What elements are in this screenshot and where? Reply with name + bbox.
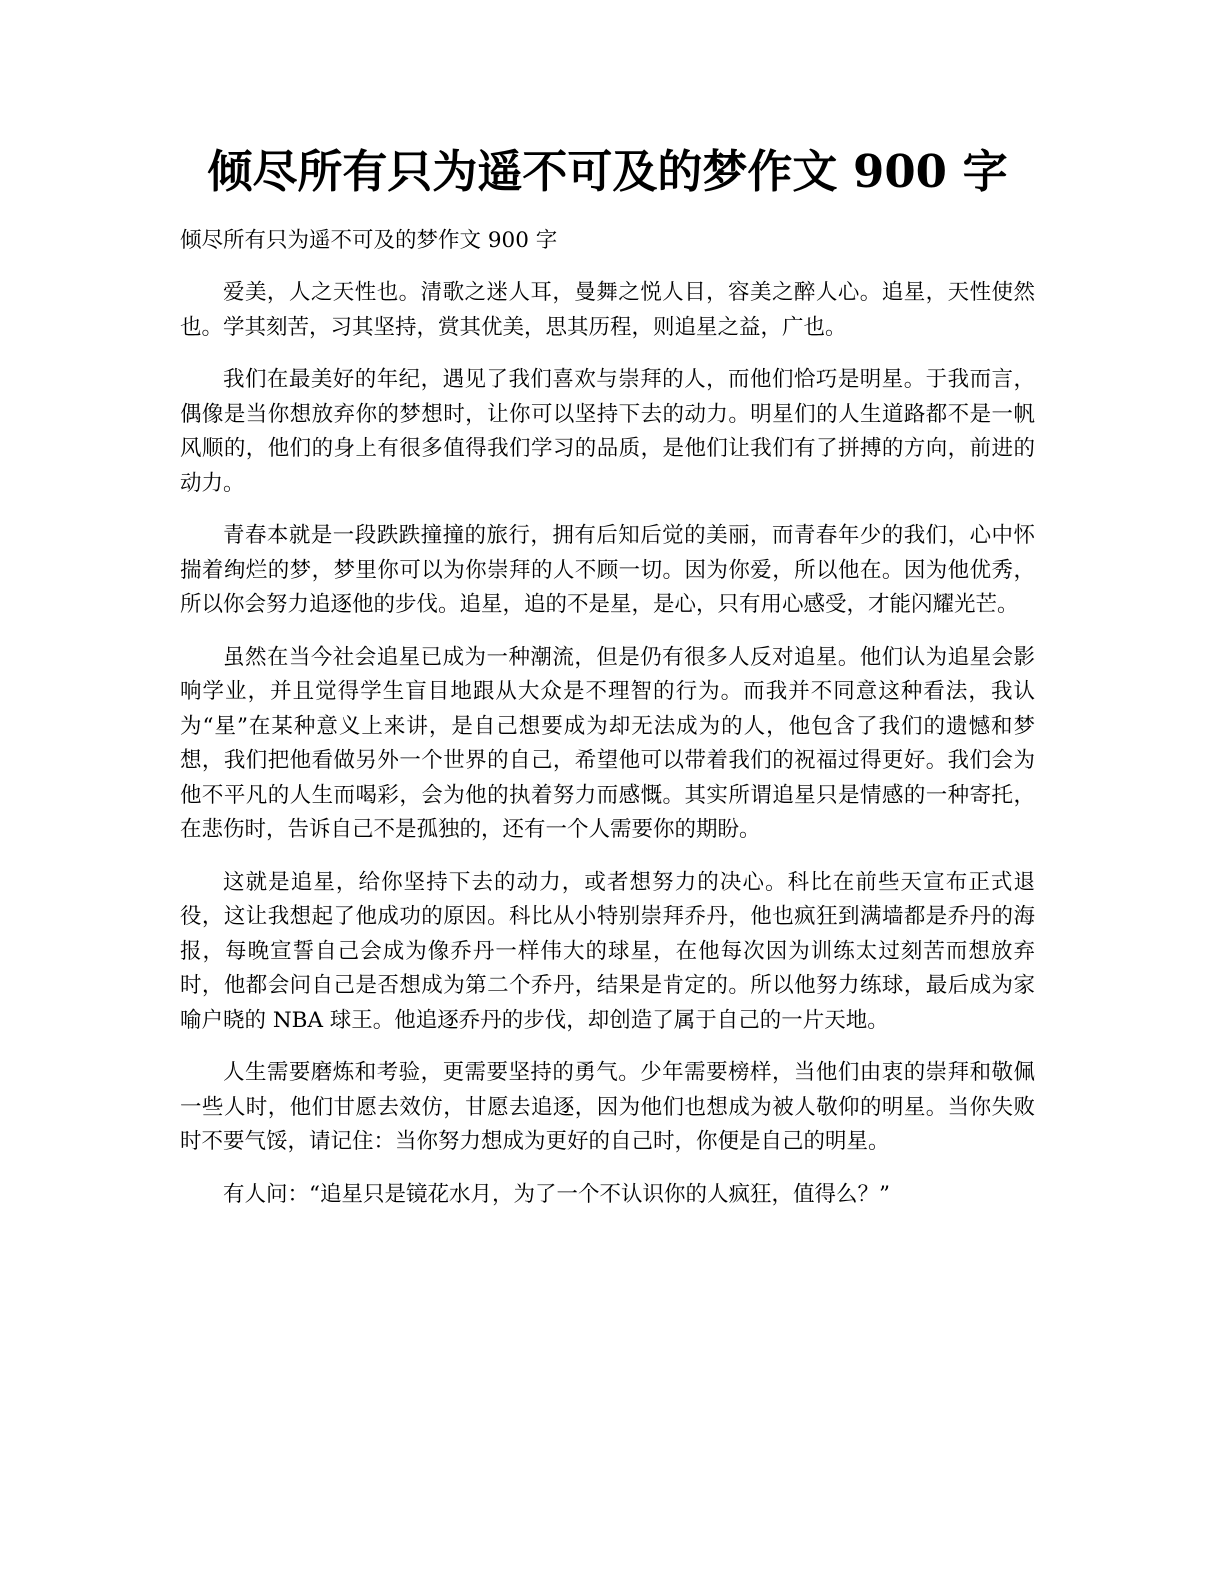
paragraph-7: 有人问：“追星只是镜花水月，为了一个不认识你的人疯狂，值得么？” [223,1181,890,1207]
document-subtitle: 倾尽所有只为遥不可及的梦作文 900 字 [180,228,558,253]
paragraph-5: 这就是追星，给你坚持下去的动力，或者想努力的决心。科比在前些天宣布正式退役，这让我想起了他成功的原因。科比从小特别崇拜乔丹，他也疯狂到满墙都是乔丹的海报，每晚宣誓自己会成为像乔丹一样伟大的球星，在他每次因为训练太过刻苦而想放弃时，他都会问自己是否想成为第二个乔丹，结果是肯定的。所以他努力练球，最后成为家喻户晓的 NBA 球王。他追逐乔丹的步伐，却创造了属于自己的一片天地。 [180,869,1035,1033]
document-page [180,140,1035,1212]
paragraph-4: 虽然在当今社会追星已成为一种潮流，但是仍有很多人反对追星。他们认为追星会影响学业，并且觉得学生盲目地跟从大众是不理智的行为。而我并不同意这种看法，我认为“星”在某种意义上来讲，是自己想要成为却无法成为的人，他包含了我们的遗憾和梦想，我们把他看做另外一个世界的自己，希望他可以带着我们的祝福过得更好。我们会为他不平凡的人生而喝彩，会为他的执着努力而感慨。其实所谓追星只是情感的一种寄托，在悲伤时，告诉自己不是孤独的，还有一个人需要你的期盼。 [180,644,1035,842]
paragraph-3: 青春本就是一段跌跌撞撞的旅行，拥有后知后觉的美丽，而青春年少的我们，心中怀揣着绚烂的梦，梦里你可以为你崇拜的人不顾一切。因为你爱，所以他在。因为他优秀，所以你会努力追逐他的步伐。追星，追的不是星，是心，只有用心感受，才能闪耀光芒。 [180,523,1035,617]
paragraph-6: 人生需要磨炼和考验，更需要坚持的勇气。少年需要榜样，当他们由衷的崇拜和敬佩一些人时，他们甘愿去效仿，甘愿去追逐，因为他们也想成为被人敬仰的明星。当你失败时不要气馁，请记住：当你努力想成为更好的自己时，你便是自己的明星。 [180,1060,1035,1154]
paragraph-1: 爱美，人之天性也。清歌之迷人耳，曼舞之悦人目，容美之醉人心。追星，天性使然也。学其刻苦，习其坚持，赏其优美，思其历程，则追星之益，广也。 [180,280,1035,340]
paragraph-2: 我们在最美好的年纪，遇见了我们喜欢与崇拜的人，而他们恰巧是明星。于我而言，偶像是当你想放弃你的梦想时，让你可以坚持下去的动力。明星们的人生道路都不是一帆风顺的，他们的身上有很多值得我们学习的品质，是他们让我们有了拼搏的方向，前进的动力。 [180,367,1035,496]
document-title: 倾尽所有只为遥不可及的梦作文 900 字 [207,145,1008,198]
